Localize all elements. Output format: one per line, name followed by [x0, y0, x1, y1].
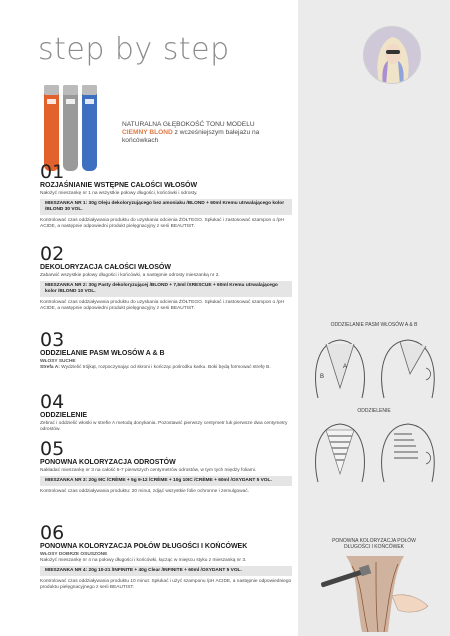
separation-diagram: [308, 418, 442, 486]
orange-tube: [44, 85, 59, 171]
step-number: 01: [40, 161, 65, 183]
step-03: 03 ODDZIELANIE PASM WŁOSÓW A & B WŁOSY SUCHE Strefa A: Wydzielić trójkąt, rozpoczynając od skroni i kończąc pośrodku karku. Boki będą formować strefę B.: [40, 331, 292, 371]
step-01: 01 ROZJAŚNIANIE WSTĘPNE CAŁOŚCI WŁOSÓW Nałożyć mieszankę nr 1 na wszystkie połowy długości, końcówki i odrosty. MIESZANKA NR 1: 30g Oleju dekoloryzującego bez amoniaku /BLOND + 60ml Kremu utrwalającego kolor /BLOND 30 VOL. Kontrolować czas oddziaływania produktu do uzyskania odcienia ŻÓŁTEGO. Spłukać i zastosować szampon o /pH ACIDE, a następnie odpowiedni produkt pielęgnacyjny z serii BEAUTIST.: [40, 163, 292, 231]
step-02: 02 DEKOLORYZACJA CAŁOŚCI WŁOSÓW Zabarwić wszystkie połowy długości i końcówki, a następnie odrosty mieszanką nr 2. MIESZANKA NR 2: 30g Pasty dekoloryzującej /BLOND + 7,5ml /XRESCUE + 60ml Kremu utrwalającego kolor /BLOND 10 VOL. Kontrolować czas oddziaływania produktu do uzyskania odcienia ŻÓŁTEGO. Spłukać i zastosować szampon o /pH ACIDE, a następnie odpowiedni produkt pielęgnacyjny z serii BEAUTIST.: [40, 245, 292, 313]
step-number: 05: [40, 438, 65, 460]
head-side-icon: [382, 340, 435, 398]
step-number: 02: [40, 243, 65, 265]
step-04: 04 ODDZIELENIE Zebrać i oddzielić włoski w strefie A metodą donykania. Pozostawić pierwszy centymetr luk pierwsze dwa centymetry odrostów.: [40, 393, 292, 433]
model-photo: [363, 26, 421, 84]
step-number: 06: [40, 522, 65, 544]
zone-b-label: B: [320, 374, 325, 380]
gray-tube: [63, 85, 78, 171]
hair-strand: [346, 556, 404, 632]
intro-highlight: CIEMNY BLOND: [122, 129, 173, 137]
step-06: 06 PONOWNA KOLORYZACJA POŁÓW DŁUGOŚCI I KOŃCÓWEK WŁOSY DOBRZE OSUSZONE Nałożyć mieszankę nr 4 na połowy długości i końcówki, łącząc w miejscu styku z mieszanką nr 3. MIESZANKA NR 4: 20g 10-21 /INFINITE + 40g Clear /INFINITE + 60ml /OXYDANT 5 VOL. Kontrolować czas oddziaływania produktu 10 minut. Spłukać i użyć szamponu /pH ACIDE, a następnie odpowiedniego produktu pielęgnacyjnego z serii BEAUTIST.: [40, 522, 292, 591]
head-foils-back-icon: [316, 424, 365, 482]
recolor-diagram: [316, 552, 434, 634]
step-heading: ODDZIELANIE PASM WŁOSÓW A & B: [40, 350, 165, 357]
caption-sectioning: ODDZIELANIE PASM WŁOSÓW A & B: [330, 322, 418, 328]
blue-tube: [82, 85, 97, 171]
step-heading: PONOWNA KOLORYZACJA POŁÓW DŁUGOŚCI I KOŃCÓWEK: [40, 543, 248, 550]
step-05: 05 PONOWNA KOLORYZACJA ODROSTÓW Nakładać mieszankę nr 3 na całość 5-7 pierwszych centymetrów odrostów, w tym tych między foliami. MIESZANKA NR 3: 20g 9IC /CRÈME + 5g 9-12 /CRÈME + 10g 10IC /CRÈME + 60ml /OXYDANT 5 VOL. Kontrolować czas oddziaływania produktu: 20 minut, zdjąć wszystkie folie ochronne i zemulgować.: [40, 440, 292, 495]
mix-box: MIESZANKA NR 3: 20g 9IC /CRÈME + 5g 9-12 /CRÈME + 10g 10IC /CRÈME + 60ml /OXYDANT 5 VOL.: [40, 476, 292, 486]
sectioning-diagram: [308, 334, 442, 402]
hand-icon: [392, 595, 428, 612]
page-title: step by step: [38, 32, 230, 67]
step-heading: ROZJAŚNIANIE WSTĘPNE CAŁOŚCI WŁOSÓW: [40, 182, 198, 189]
step-number: 04: [40, 391, 65, 413]
zone-a-label: A: [343, 364, 348, 370]
head-foils-side-icon: [382, 424, 435, 482]
caption-recolor: PONOWNA KOLORYZACJA POŁÓW DŁUGOŚCI I KOŃCÓWEK: [332, 538, 416, 550]
mix-box: MIESZANKA NR 2: 30g Pasty dekoloryzującej /BLOND + 7,5ml /XRESCUE + 60ml Kremu utrwalającego kolor /BLOND 10 VOL.: [40, 281, 292, 297]
intro-text: NATURALNA GŁĘBOKOŚĆ TONU MODELU CIEMNY BLOND z wcześniejszym balejażu na końcówkach: [122, 121, 260, 145]
step-heading: DEKOLORYZACJA CAŁOŚCI WŁOSÓW: [40, 264, 171, 271]
caption-separation: ODDZIELENIE: [357, 408, 391, 414]
mix-box: MIESZANKA NR 4: 20g 10-21 /INFINITE + 40g Clear /INFINITE + 60ml /OXYDANT 5 VOL.: [40, 566, 292, 576]
step-number: 03: [40, 329, 65, 351]
head-back-icon: [316, 340, 365, 398]
step-heading: ODDZIELENIE: [40, 412, 88, 419]
step-heading: PONOWNA KOLORYZACJA ODROSTÓW: [40, 459, 176, 466]
mix-box: MIESZANKA NR 1: 30g Oleju dekoloryzującego bez amoniaku /BLOND + 60ml Kremu utrwalającego kolor /BLOND 30 VOL.: [40, 199, 292, 215]
